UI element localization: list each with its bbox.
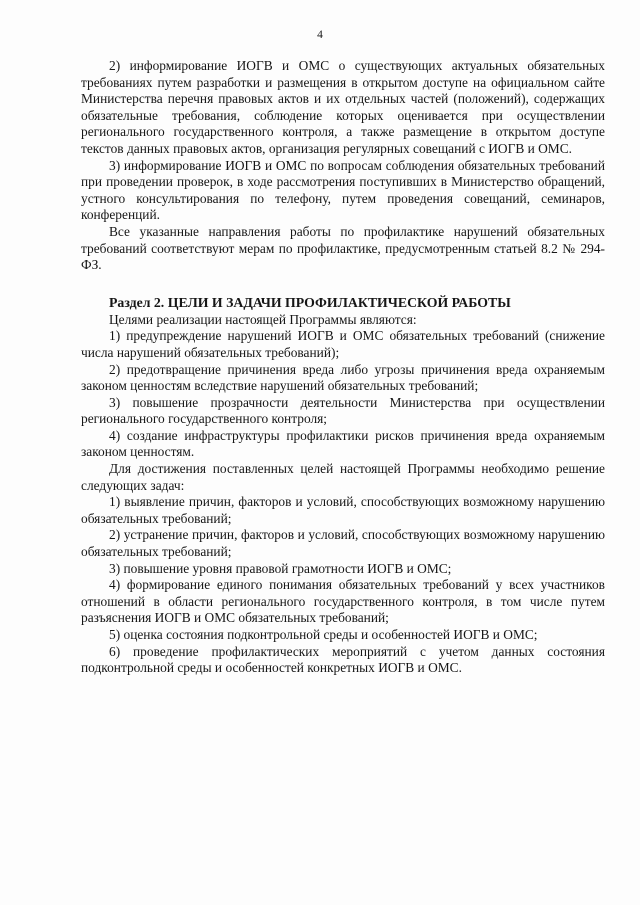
tasks-intro: Для достижения поставленных целей настоящей Программы необходимо решение следующих задач: [81, 461, 605, 493]
goal-item: 1) предупреждение нарушений ИОГВ и ОМС обязательных требований (снижение числа нарушений обязательных требований); [81, 328, 605, 360]
paragraph-summary: Все указанные направления работы по профилактике нарушений обязательных требований соответствуют мерам по профилактике, предусмотренным статьей 8.2 № 294-ФЗ. [81, 223, 605, 273]
goals-intro: Целями реализации настоящей Программы являются: [109, 311, 417, 327]
task-item: 5) оценка состояния подконтрольной среды и особенностей ИОГВ и ОМС; [109, 627, 538, 642]
task-item: 2) устранение причин, факторов и условий, способствующих возможному нарушению обязательных требований; [81, 527, 605, 560]
page-number: 4 [317, 29, 323, 41]
section-heading: Раздел 2. ЦЕЛИ И ЗАДАЧИ ПРОФИЛАКТИЧЕСКОЙ РАБОТЫ [109, 294, 511, 310]
goal-item: 3) повышение прозрачности деятельности Министерства при осуществлении регионального государственного контроля; [81, 394, 605, 427]
task-item: 3) повышение уровня правовой грамотности ИОГВ и ОМС; [109, 560, 452, 576]
document-body [81, 58, 605, 677]
goal-item: 4) создание инфраструктуры профилактики рисков причинения вреда охраняемым законом ценностям. [81, 427, 605, 460]
goal-item: 2) предотвращение причинения вреда либо угрозы причинения вреда охраняемым законом ценностям вследствие нарушений обязательных требований; [81, 361, 605, 394]
task-item: 1) выявление причин, факторов и условий, способствующих возможному нарушению обязательных требований; [81, 494, 605, 526]
task-item: 4) формирование единого понимания обязательных требований у всех участников отношений в области регионального государственного контроля, в том числе путем разъяснения ИОГВ и ОМС обязательных требований; [81, 577, 605, 626]
task-item: 6) проведение профилактических мероприятий с учетом данных состояния подконтрольной среды и особенностей конкретных ИОГВ и ОМС. [81, 643, 605, 676]
paragraph-item-2: 2) информирование ИОГВ и ОМС о существующих актуальных обязательных требованиях путем разработки и размещения в открытом доступе на официальном сайте Министерства перечня правовых актов и их отдельных частей (положений), содержащих обязательные требования, соблюдение которых оценивается при осуществлении регионального государственного контроля, а также размещение в открытом доступе текстов данных правовых актов, организация регулярных совещаний с ИОГВ и ОМС. [81, 58, 605, 156]
paragraph-item-3: 3) информирование ИОГВ и ОМС по вопросам соблюдения обязательных требований при проведении проверок, в ходе рассмотрения поступивших в Министерство обращений, устного консультирования по телефону, путем проведения совещаний, семинаров, конференций. [81, 157, 605, 223]
